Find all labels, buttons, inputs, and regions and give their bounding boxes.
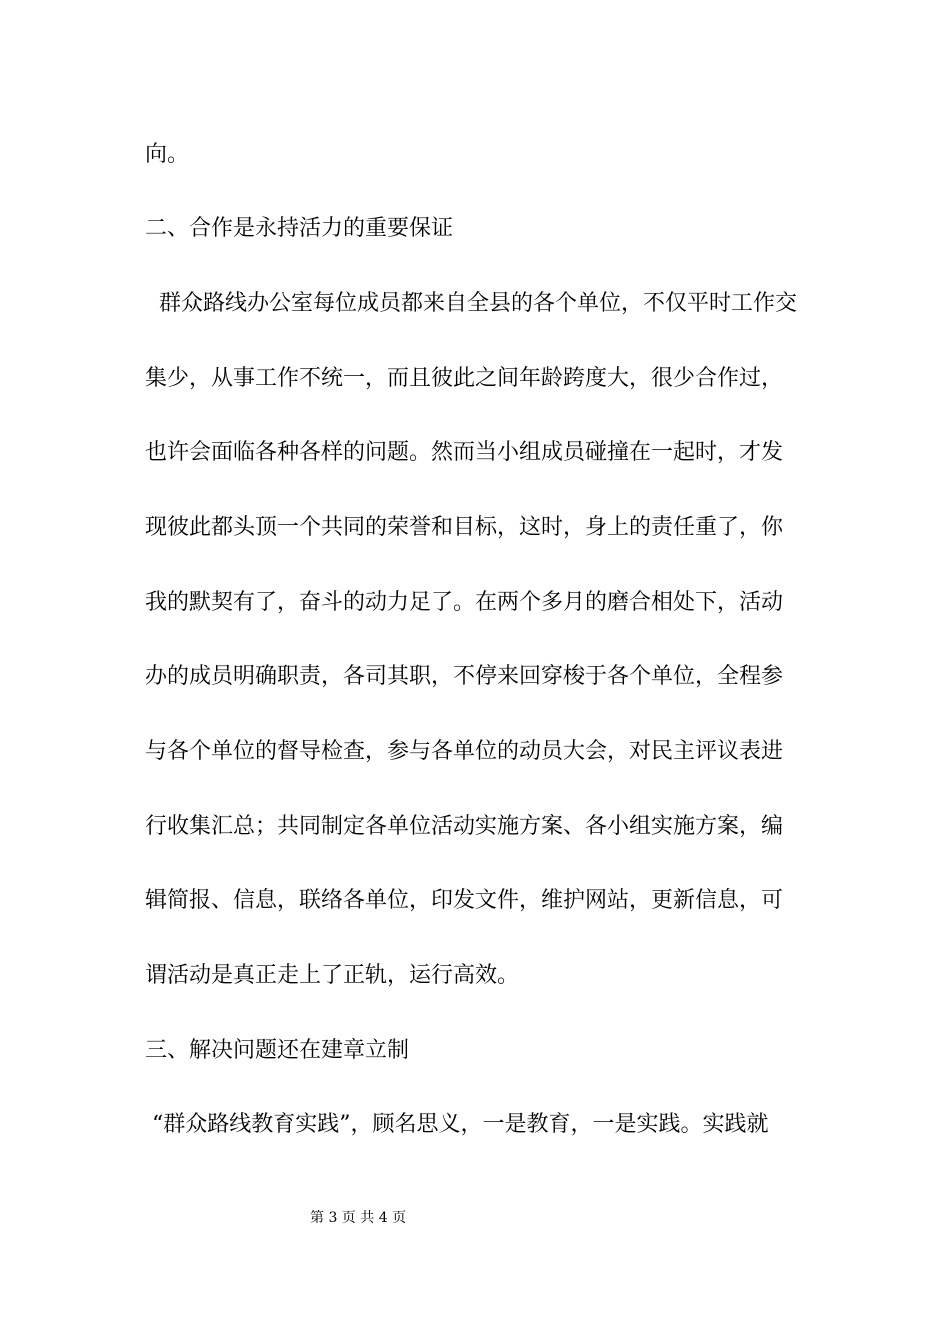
text-line: 与各个单位的督导检查，参与各单位的动员大会，对民主评议表进 — [145, 739, 784, 764]
text-line: “群众路线教育实践”，顾名思义，一是教育，一是实践。实践就 — [145, 1112, 769, 1137]
text-line: 群众路线办公室每位成员都来自全县的各个单位，不仅平时工作交 — [145, 291, 797, 316]
text-line: 也许会面临各种各样的问题。然而当小组成员碰撞在一起时，才发 — [145, 440, 784, 465]
section-heading: 二、合作是永持活力的重要保证 — [145, 216, 454, 241]
text-line: 行收集汇总；共同制定各单位活动实施方案、各小组实施方案，编 — [145, 814, 784, 839]
section-heading: 三、解决问题还在建章立制 — [145, 1038, 410, 1063]
text-line: 辑简报、信息，联络各单位，印发文件，维护网站，更新信息，可 — [145, 888, 784, 913]
text-line: 我的默契有了，奋斗的动力足了。在两个多月的磨合相处下，活动 — [145, 590, 784, 615]
text-line: 办的成员明确职责，各司其职，不停来回穿梭于各个单位，全程参 — [145, 664, 784, 689]
text-line: 现彼此都头顶一个共同的荣誉和目标，这时，身上的责任重了，你 — [145, 515, 784, 540]
text-line: 向。 — [145, 142, 190, 167]
text-line: 集少，从事工作不统一，而且彼此之间年龄跨度大，很少合作过， — [145, 366, 784, 391]
page-footer: 第 3 页 共 4 页 — [310, 1210, 407, 1226]
text-line: 谓活动是真正走上了正轨，运行高效。 — [145, 963, 520, 988]
